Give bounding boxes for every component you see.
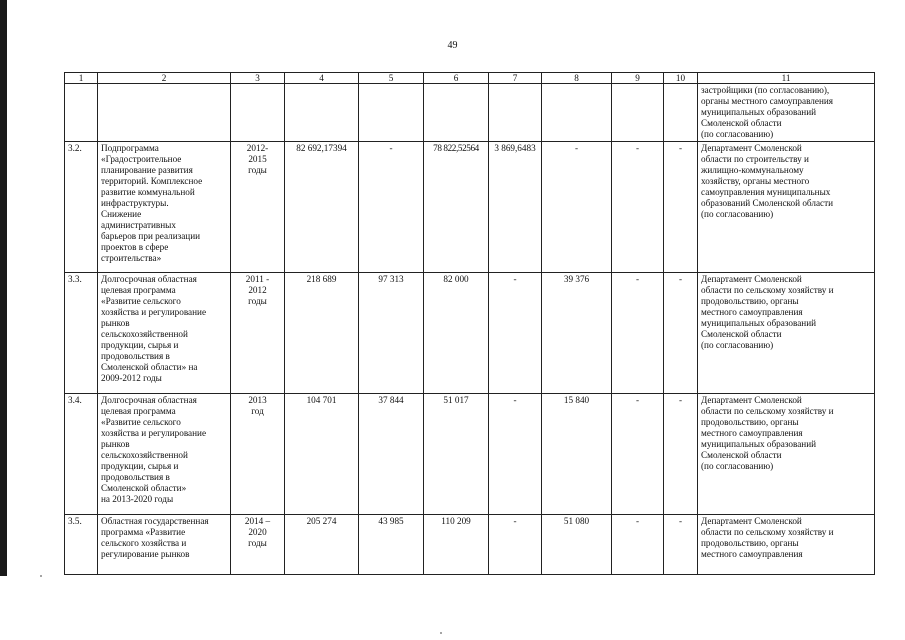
header-cell: 4: [285, 73, 359, 84]
value-col6: 51 017: [424, 394, 489, 515]
page-number: 49: [447, 40, 458, 51]
value-col6: 82 000: [424, 273, 489, 394]
value-col6: 78 822,52564: [424, 142, 489, 273]
program-name: Подпрограмма «Градостроительное планирование развития территорий. Комплексное развитие коммунальной инфраструктуры. Снижение административных барьеров при реализации проектов в сфере строительства»: [98, 142, 231, 273]
header-cell: 9: [612, 73, 664, 84]
row-number: 3.2.: [65, 142, 98, 273]
value-col5: [359, 84, 424, 142]
header-row: [65, 73, 875, 84]
value-col8: -: [542, 142, 612, 273]
value-col4: 218 689: [285, 273, 359, 394]
value-col9: -: [612, 142, 664, 273]
scan-edge-shadow: [0, 0, 7, 640]
budget-table: [64, 72, 875, 575]
scan-speck: [40, 575, 42, 577]
value-col9: -: [612, 394, 664, 515]
executor-text: Департамент Смоленской области по сельскому хозяйству и продовольствию, органы местного самоуправления муниципальных образований Смоленской области (по согласованию): [698, 394, 875, 515]
header-cell: 3: [231, 73, 285, 84]
value-col7: -: [489, 515, 542, 575]
value-col8: 15 840: [542, 394, 612, 515]
table-row: [65, 394, 875, 515]
value-col9: [612, 84, 664, 142]
header-cell: 6: [424, 73, 489, 84]
value-col7: -: [489, 273, 542, 394]
executor-text: застройщики (по согласованию), органы местного самоуправления муниципальных образований Смоленской области (по согласованию): [698, 84, 875, 142]
value-col6: 110 209: [424, 515, 489, 575]
program-name: Долгосрочная областная целевая программа «Развитие сельского хозяйства и регулирование рынков сельскохозяйственной продукции, сырья и продовольствия в Смоленской области» на 2009-2012 годы: [98, 273, 231, 394]
value-col4: [285, 84, 359, 142]
value-col9: -: [612, 515, 664, 575]
executor-text: Департамент Смоленской области по строительству и жилищно-коммунальному хозяйству, органы местного самоуправления муниципальных образований Смоленской области (по согласованию): [698, 142, 875, 273]
row-number: 3.4.: [65, 394, 98, 515]
row-number: 3.5.: [65, 515, 98, 575]
program-years: 2013 год: [231, 394, 285, 515]
program-years: 2012- 2015 годы: [231, 142, 285, 273]
value-col7: [489, 84, 542, 142]
value-col5: 43 985: [359, 515, 424, 575]
page-bottom-margin: [0, 576, 905, 640]
value-col8: [542, 84, 612, 142]
header-cell: 11: [698, 73, 875, 84]
value-col5: 37 844: [359, 394, 424, 515]
value-col5: 97 313: [359, 273, 424, 394]
row-number: [65, 84, 98, 142]
header-cell: 5: [359, 73, 424, 84]
header-cell: 2: [98, 73, 231, 84]
value-col10: -: [664, 273, 698, 394]
value-col6: [424, 84, 489, 142]
value-col8: 51 080: [542, 515, 612, 575]
value-col4: 82 692,17394: [285, 142, 359, 273]
table-row: [65, 84, 875, 142]
value-col10: -: [664, 142, 698, 273]
value-col10: -: [664, 394, 698, 515]
value-col4: 205 274: [285, 515, 359, 575]
program-name: Областная государственная программа «Развитие сельского хозяйства и регулирование рынков: [98, 515, 231, 575]
value-col8: 39 376: [542, 273, 612, 394]
program-name: [98, 84, 231, 142]
program-years: [231, 84, 285, 142]
table-row: [65, 515, 875, 575]
header-cell: 8: [542, 73, 612, 84]
scan-speck: [440, 632, 442, 634]
table-row: [65, 142, 875, 273]
value-col7: 3 869,6483: [489, 142, 542, 273]
value-col9: -: [612, 273, 664, 394]
value-col5: -: [359, 142, 424, 273]
program-years: 2011 - 2012 годы: [231, 273, 285, 394]
header-cell: 10: [664, 73, 698, 84]
program-years: 2014 – 2020 годы: [231, 515, 285, 575]
header-cell: 7: [489, 73, 542, 84]
row-number: 3.3.: [65, 273, 98, 394]
program-name: Долгосрочная областная целевая программа «Развитие сельского хозяйства и регулирование рынков сельскохозяйственной продукции, сырья и продовольствия в Смоленской области» на 2013-2020 годы: [98, 394, 231, 515]
value-col7: -: [489, 394, 542, 515]
table-row: [65, 273, 875, 394]
executor-text: Департамент Смоленской области по сельскому хозяйству и продовольствию, органы местного самоуправления: [698, 515, 875, 575]
value-col10: -: [664, 515, 698, 575]
value-col10: [664, 84, 698, 142]
value-col4: 104 701: [285, 394, 359, 515]
executor-text: Департамент Смоленской области по сельскому хозяйству и продовольствию, органы местного самоуправления муниципальных образований Смоленской области (по согласованию): [698, 273, 875, 394]
header-cell: 1: [65, 73, 98, 84]
